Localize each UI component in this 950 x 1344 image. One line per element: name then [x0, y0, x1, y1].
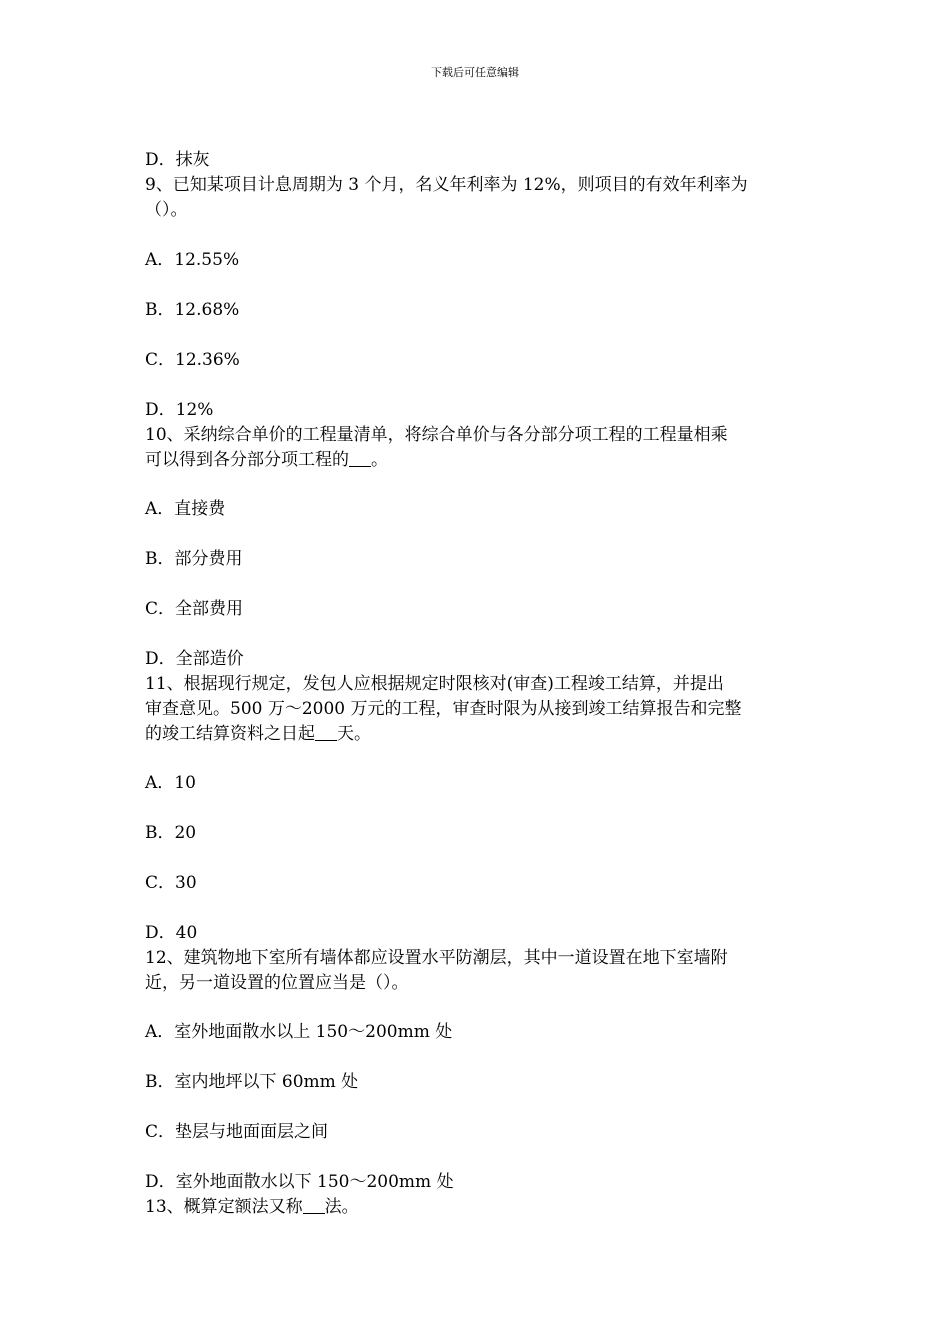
- q11-option-b: B．20: [145, 823, 197, 843]
- q12-option-b: B．室内地坪以下 60mm 处: [145, 1072, 359, 1092]
- q12-stem-line-1: 12、建筑物地下室所有墙体都应设置水平防潮层，其中一道设置在地下室墙附: [145, 948, 728, 968]
- q12-option-a: A．室外地面散水以上 150～200mm 处: [145, 1022, 453, 1042]
- answer-blank: [315, 725, 337, 741]
- q13-stem-text: 13、概算定额法又称: [145, 1197, 303, 1217]
- q10-stem-end: 。: [371, 450, 388, 470]
- q11-option-a: A．10: [145, 773, 196, 793]
- q10-option-a: A．直接费: [145, 499, 226, 519]
- q11-stem-text: 的竣工结算资料之日起: [145, 724, 315, 744]
- q9-stem-line-2: （）。: [145, 200, 188, 220]
- q11-stem-line-2: 审查意见。500 万～2000 万元的工程，审查时限为从接到竣工结算报告和完整: [145, 699, 742, 719]
- q10-option-c: C．全部费用: [145, 599, 244, 619]
- q12-stem-line-2: 近，另一道设置的位置应当是（）。: [145, 973, 409, 993]
- q13-stem-end: 法。: [324, 1197, 359, 1217]
- q9-option-a: A．12.55%: [145, 250, 240, 270]
- q9-option-b: B．12.68%: [145, 300, 240, 320]
- q12-option-d: D．室外地面散水以下 150～200mm 处: [145, 1172, 454, 1192]
- q10-option-d: D．全部造价: [145, 649, 244, 669]
- q11-stem-line-3: [145, 722, 810, 746]
- q12-option-c: C．垫层与地面面层之间: [145, 1122, 329, 1142]
- answer-blank: [303, 1198, 325, 1214]
- q9-option-c: C．12.36%: [145, 350, 240, 370]
- q8-option-d: D．抹灰: [145, 150, 210, 170]
- answer-blank: [349, 451, 371, 467]
- q10-stem-text: 可以得到各分部分项工程的: [145, 450, 349, 470]
- q10-stem-line-1: 10、采纳综合单价的工程量清单，将综合单价与各分部分项工程的工程量相乘: [145, 425, 728, 445]
- q11-stem-line-1: 11、根据现行规定，发包人应根据规定时限核对(审查)工程竣工结算，并提出: [145, 674, 724, 694]
- q9-stem-line-1: 9、已知某项目计息周期为 3 个月，名义年利率为 12%，则项目的有效年利率为: [145, 175, 748, 195]
- q13-stem-line-1: [145, 1195, 810, 1219]
- q10-option-b: B．部分费用: [145, 549, 243, 569]
- q11-option-d: D．40: [145, 923, 198, 943]
- q10-stem-line-2: [145, 448, 810, 472]
- q11-option-c: C．30: [145, 873, 197, 893]
- page-header: 下载后可任意编辑: [431, 66, 519, 79]
- q11-stem-end: 天。: [337, 724, 371, 744]
- q9-option-d: D．12%: [145, 400, 214, 420]
